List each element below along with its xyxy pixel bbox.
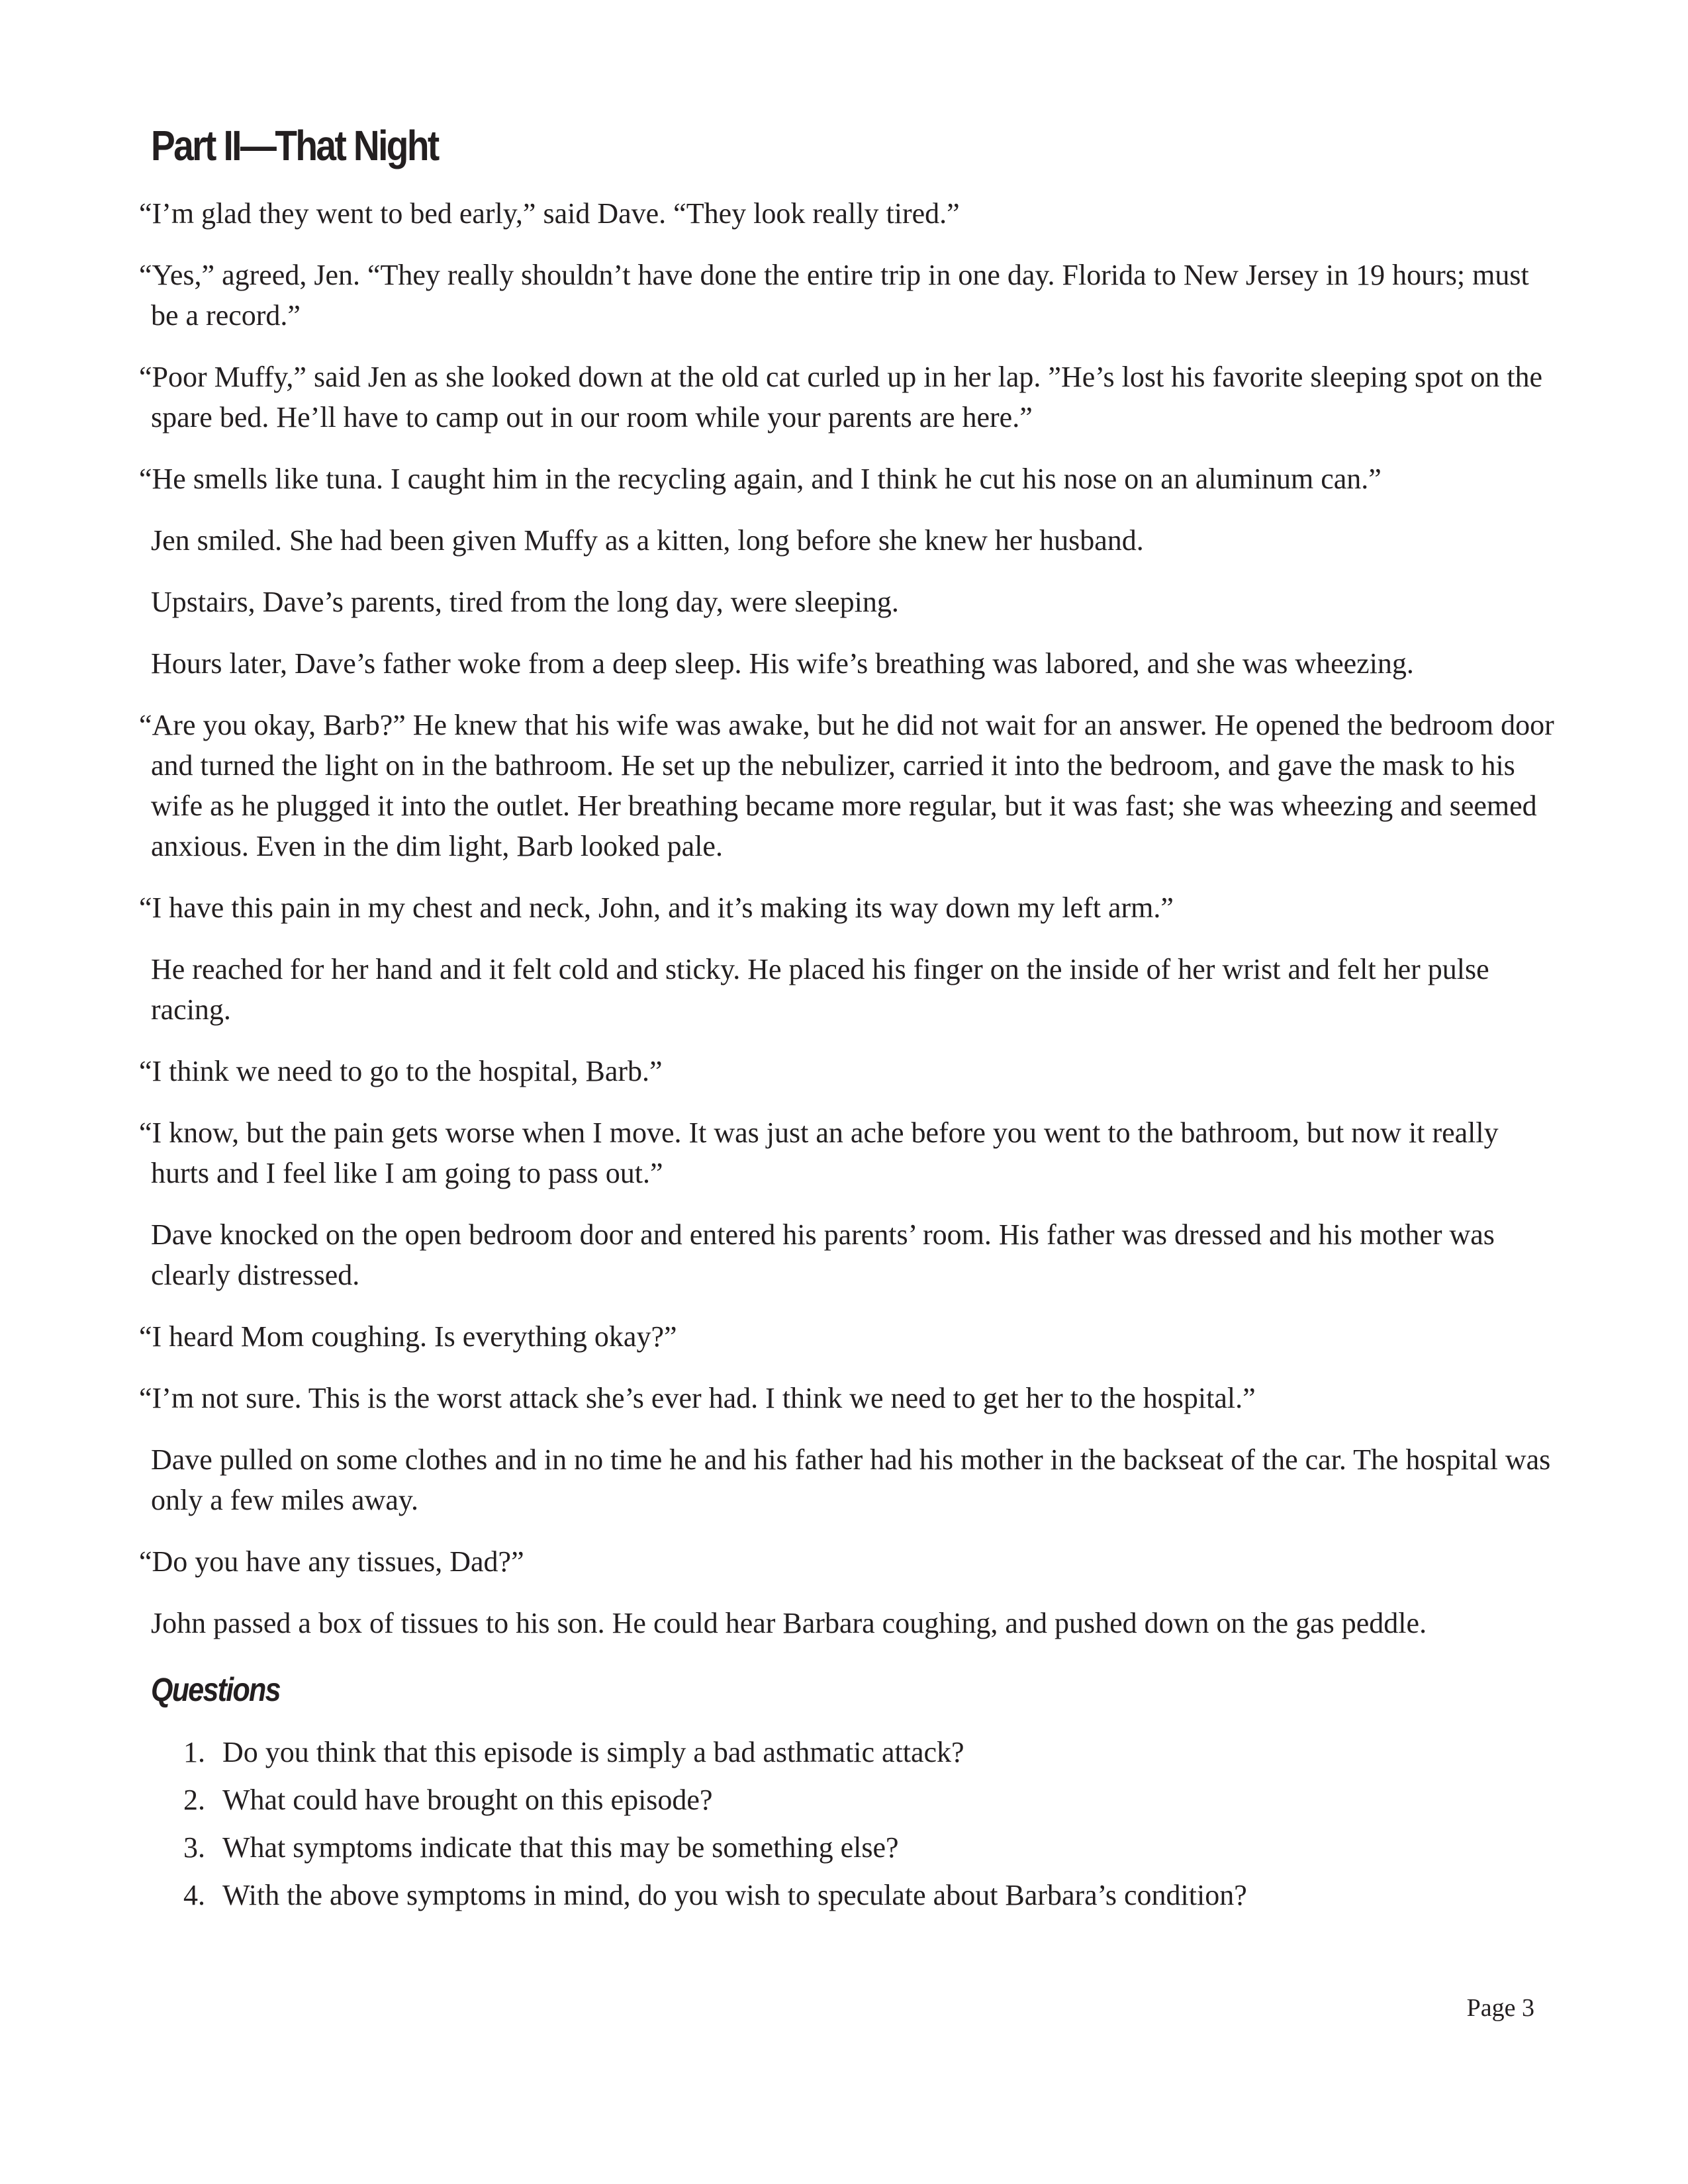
story-paragraph: Hours later, Dave’s father woke from a deep sleep. His wife’s breathing was labored, and she was wheezing. [151,647,1414,680]
question-number: 2. [183,1784,205,1816]
question-item [159,1776,1549,1824]
question-text: With the above symptoms in mind, do you wish to speculate about Barbara’s condition? [222,1879,1247,1911]
story-paragraph: “I’m not sure. This is the worst attack she’s ever had. I think we need to get her to the hospital.” [139,1382,1256,1414]
question-text: Do you think that this episode is simply a bad asthmatic attack? [222,1736,964,1768]
story-paragraph: “He smells like tuna. I caught him in the recycling again, and I think he cut his nose on an aluminum can.” [139,463,1382,495]
story-paragraph: “I think we need to go to the hospital, Barb.” [139,1055,663,1087]
question-number: 1. [183,1736,205,1768]
story-paragraph: “Yes,” agreed, Jen. “They really shouldn’t have done the entire trip in one day. Florida to New Jersey in 19 hours; must be a record.” [139,259,1529,332]
story-paragraph: “Do you have any tissues, Dad?” [139,1545,524,1578]
story-paragraph: Dave knocked on the open bedroom door and entered his parents’ room. His father was dressed and his mother was clearly distressed. [151,1218,1495,1291]
question-item [159,1824,1549,1872]
story-paragraph: Upstairs, Dave’s parents, tired from the long day, were sleeping. [151,586,899,618]
story-paragraph: “Poor Muffy,” said Jen as she looked down at the old cat curled up in her lap. ”He’s lost his favorite sleeping spot on the spare bed. He’ll have to camp out in our room while your parents are here.” [139,361,1543,433]
question-number: 3. [183,1831,205,1864]
page-number: Page 3 [1466,1994,1534,2022]
question-item [159,1872,1549,1919]
story-paragraph: Dave pulled on some clothes and in no time he and his father had his mother in the backseat of the car. The hospital was only a few miles away. [151,1443,1551,1516]
questions-heading: Questions [151,1671,280,1708]
story-paragraph: “I know, but the pain gets worse when I move. It was just an ache before you went to the bathroom, but now it really hurts and I feel like I am going to pass out.” [139,1116,1499,1189]
question-item [159,1729,1549,1776]
question-number: 4. [183,1879,205,1911]
story-paragraph: He reached for her hand and it felt cold and sticky. He placed his finger on the inside of her wrist and felt her pulse racing. [151,953,1489,1026]
story-paragraph: “Are you okay, Barb?” He knew that his wife was awake, but he did not wait for an answer. He opened the bedroom door and turned the light on in the bathroom. He set up the nebulizer, carried it into the bedroom, and gave the mask to his wife as he plugged it into the outlet. Her breathing became more regular, but it was fast; she was wheezing and seemed anxious. Even in the dim light, Barb looked pale. [139,709,1554,862]
story-paragraph: John passed a box of tissues to his son. He could hear Barbara coughing, and pushed down on the gas peddle. [151,1607,1427,1639]
story-paragraph: “I’m glad they went to bed early,” said Dave. “They look really tired.” [139,197,960,230]
story-paragraph: “I heard Mom coughing. Is everything okay?” [139,1320,677,1353]
page-title: Part II—That Night [151,122,438,169]
story-paragraph: “I have this pain in my chest and neck, John, and it’s making its way down my left arm.” [139,891,1174,924]
question-text: What symptoms indicate that this may be something else? [222,1831,899,1864]
question-text: What could have brought on this episode? [222,1784,713,1816]
story-body [139,193,1562,1664]
questions-list [159,1729,1549,1919]
story-paragraph: Jen smiled. She had been given Muffy as a kitten, long before she knew her husband. [151,524,1144,557]
